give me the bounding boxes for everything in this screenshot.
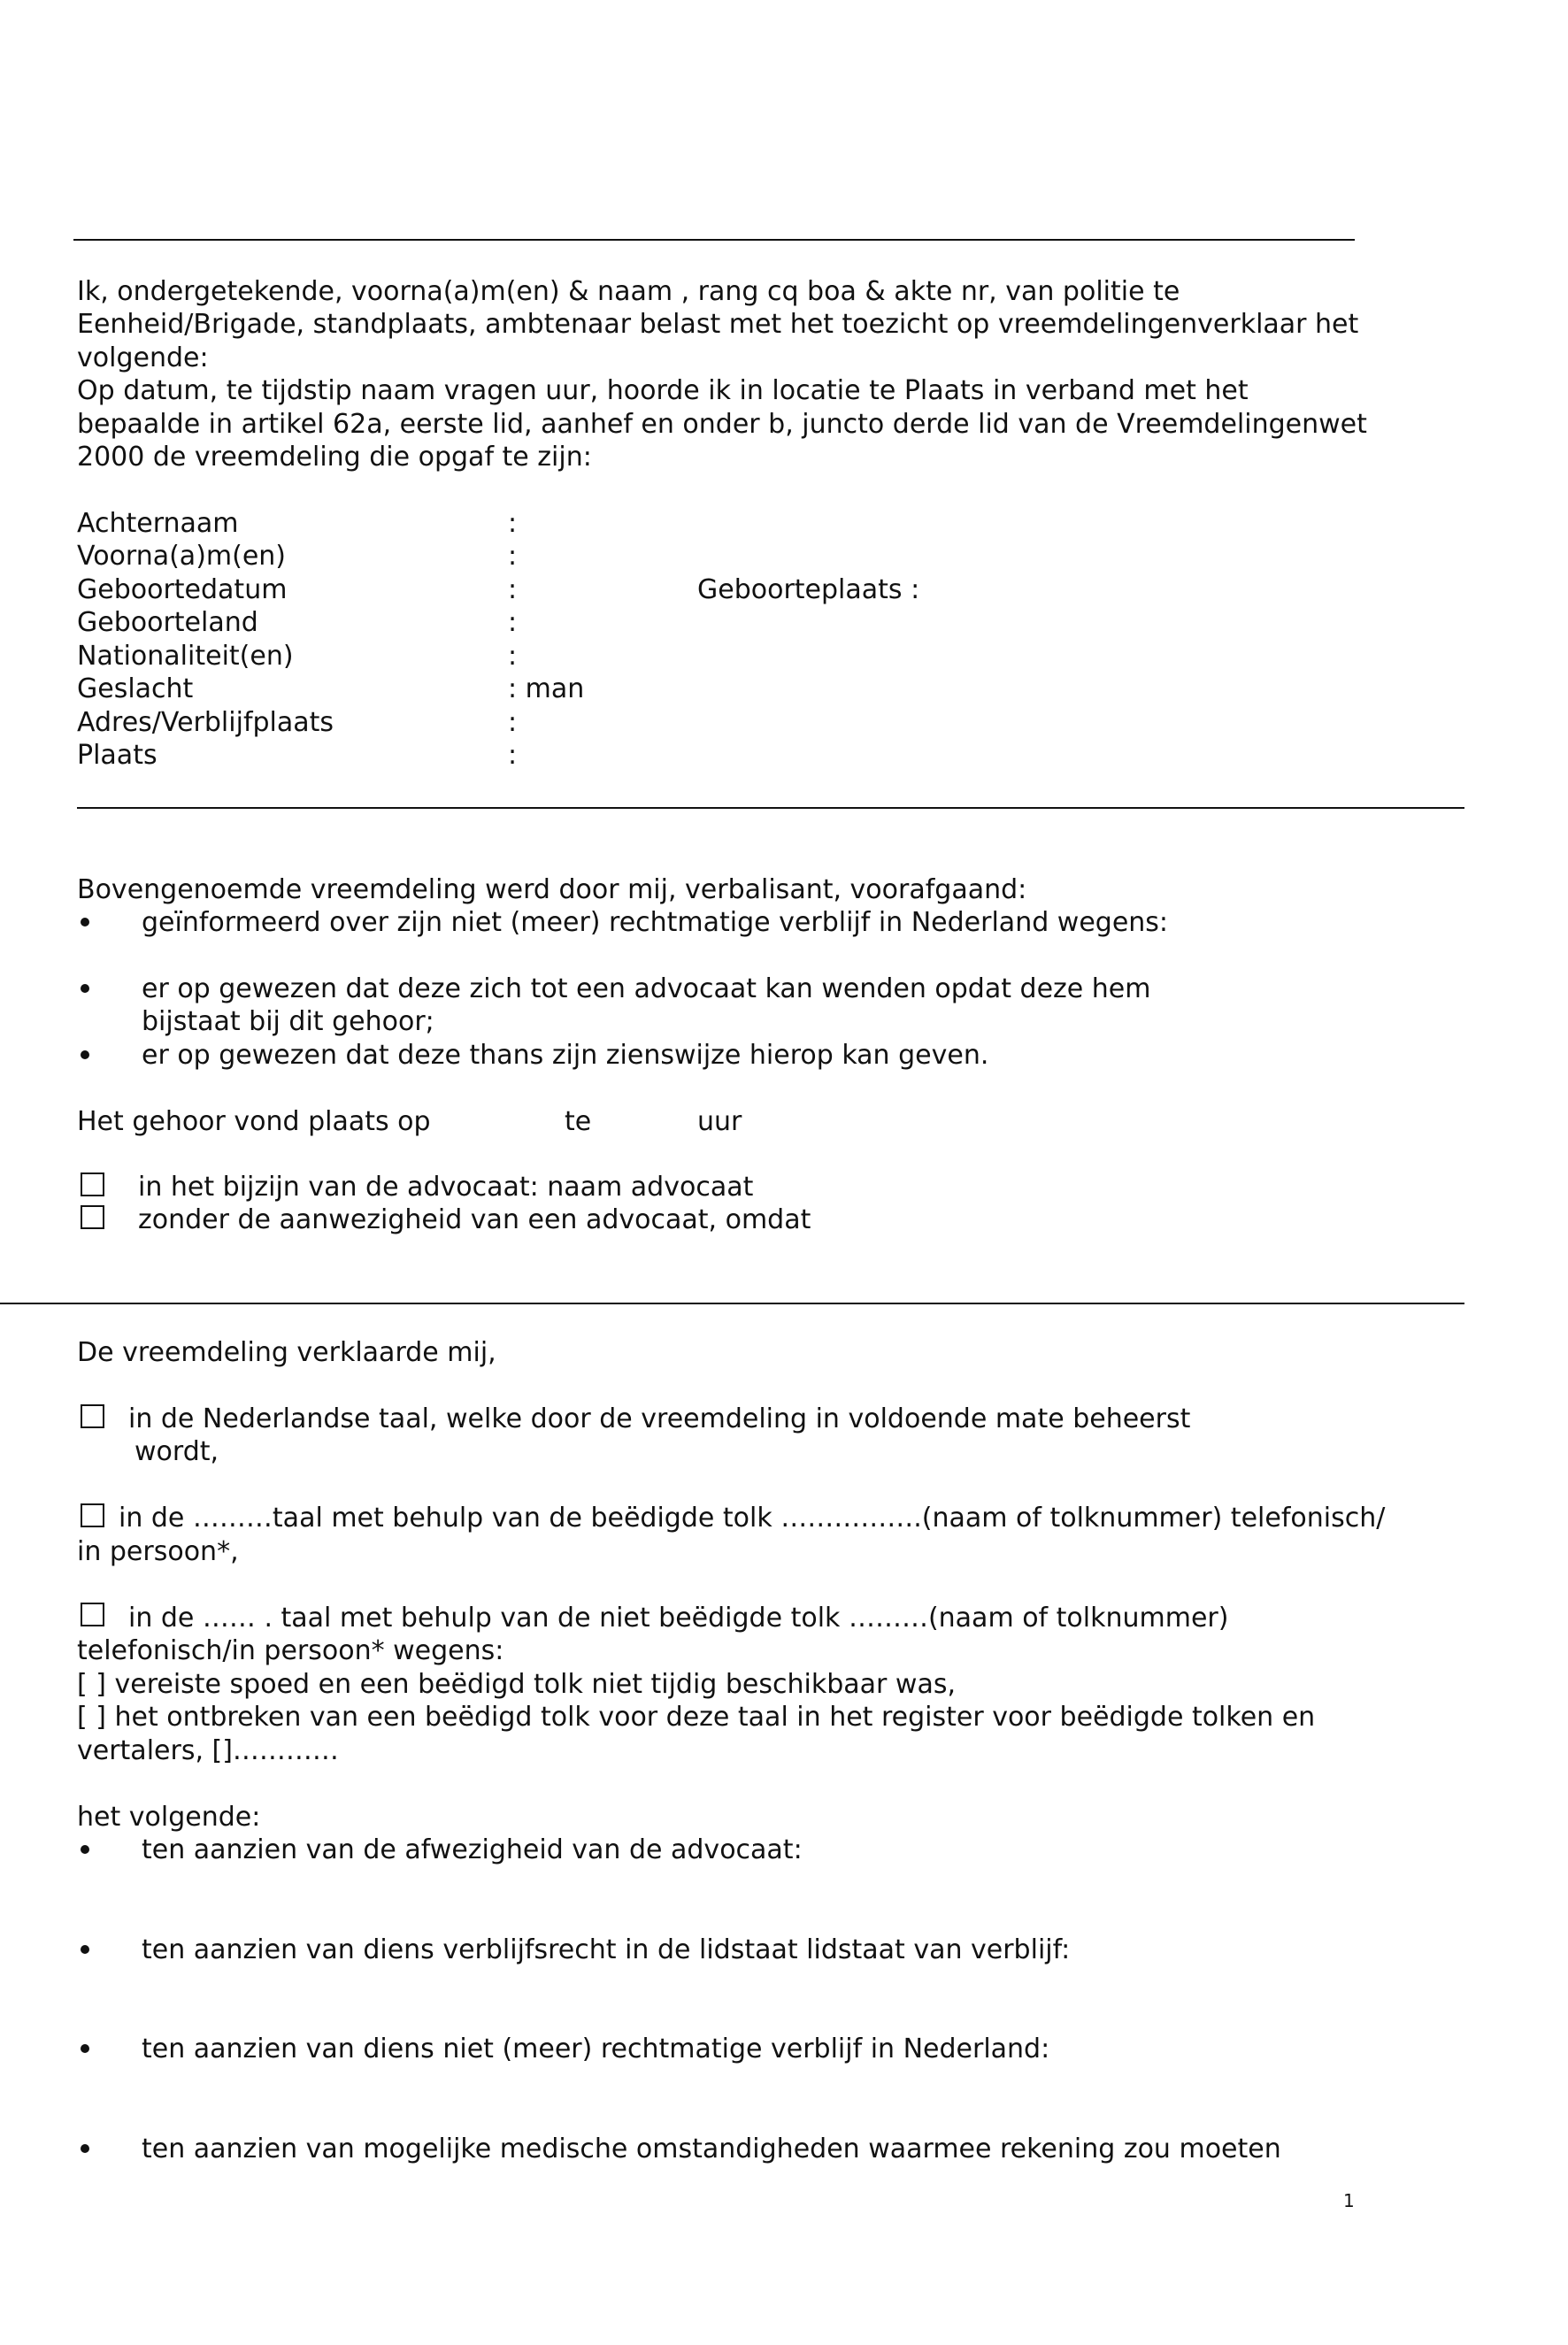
hearing-label: Het gehoor vond plaats op xyxy=(77,1106,431,1137)
field-label-plaats: Plaats xyxy=(77,740,158,771)
reason-line: [ ] het ontbreken van een beëdigd tolk voor deze taal in het register voor beëdigde tolken en xyxy=(77,1702,1316,1733)
field-value-achternaam: : xyxy=(508,508,518,539)
checkbox-label-continued: telefonisch/in persoon* wegens: xyxy=(77,1635,504,1666)
checkbox-label-continued: wordt, xyxy=(135,1436,219,1467)
field-value-geboortedatum: : xyxy=(508,574,518,605)
bullet-icon xyxy=(81,984,89,993)
bullet-icon xyxy=(81,1945,89,1954)
list-item: ten aanzien van mogelijke medische omstandigheden waarmee rekening zou moeten xyxy=(142,2134,1281,2164)
page-number: 1 xyxy=(1343,2190,1355,2211)
following-label: het volgende: xyxy=(77,1802,261,1833)
field-label-geboortedatum: Geboortedatum xyxy=(77,574,288,605)
intro-line: volgende: xyxy=(77,342,209,373)
intro-line: bepaalde in artikel 62a, eerste lid, aanhef en onder b, juncto derde lid van de Vreemdelingenwet xyxy=(77,409,1367,440)
checkbox-label: zonder de aanwezigheid van een advocaat, omdat xyxy=(138,1204,811,1235)
field-value-nationaliteit: : xyxy=(508,641,518,672)
field-value-geboorteland: : xyxy=(508,607,518,638)
field-value-adres: : xyxy=(508,707,518,738)
bullet-icon xyxy=(81,918,89,926)
checkbox-label: in de ………taal met behulp van de beëdigde tolk …………….(naam of tolknummer) telefonisch/ xyxy=(119,1503,1386,1534)
field-label-achternaam: Achternaam xyxy=(77,508,239,539)
field-label-geboorteland: Geboorteland xyxy=(77,607,258,638)
checkbox-sworn-interpreter[interactable] xyxy=(81,1503,104,1527)
checkbox-label-continued: in persoon*, xyxy=(77,1536,239,1567)
reason-line: [ ] vereiste spoed en een beëdigd tolk niet tijdig beschikbaar was, xyxy=(77,1669,957,1700)
list-item: geïnformeerd over zijn niet (meer) rechtmatige verblijf in Nederland wegens: xyxy=(142,907,1169,938)
bullet-icon xyxy=(81,2144,89,2153)
list-item-continued: bijstaat bij dit gehoor; xyxy=(142,1006,434,1037)
intro-line: Ik, ondergetekende, voorna(a)m(en) & naam , rang cq boa & akte nr, van politie te xyxy=(77,276,1180,307)
field-value-plaats: : xyxy=(508,740,518,771)
bullet-icon xyxy=(81,1845,89,1854)
checkbox-unsworn-interpreter[interactable] xyxy=(81,1603,104,1626)
intro-line: 2000 de vreemdeling die opgaf te zijn: xyxy=(77,442,592,473)
field-value-voornamen: : xyxy=(508,541,518,572)
reason-line-continued: vertalers, []………… xyxy=(77,1735,339,1766)
intro-line: Eenheid/Brigade, standplaats, ambtenaar belast met het toezicht op vreemdelingenverklaar het xyxy=(77,309,1359,340)
list-item: er op gewezen dat deze zich tot een advocaat kan wenden opdat deze hem xyxy=(142,973,1151,1004)
bullet-icon xyxy=(81,1050,89,1059)
checkbox-label: in de Nederlandse taal, welke door de vreemdeling in voldoende mate beheerst xyxy=(128,1403,1191,1434)
intro-line: Op datum, te tijdstip naam vragen uur, hoorde ik in locatie te Plaats in verband met het xyxy=(77,375,1249,406)
field-label-nationaliteit: Nationaliteit(en) xyxy=(77,641,294,672)
field-label-geboorteplaats: Geboorteplaats : xyxy=(697,574,920,605)
section-rule xyxy=(0,1303,1464,1304)
list-item: ten aanzien van de afwezigheid van de advocaat: xyxy=(142,1834,803,1865)
hearing-uur: uur xyxy=(697,1106,742,1137)
section3-intro: De vreemdeling verklaarde mij, xyxy=(77,1337,496,1368)
section2-intro: Bovengenoemde vreemdeling werd door mij, verbalisant, voorafgaand: xyxy=(77,874,1027,905)
list-item: ten aanzien van diens verblijfsrecht in de lidstaat lidstaat van verblijf: xyxy=(142,1934,1071,1965)
top-rule xyxy=(73,239,1355,241)
list-item: ten aanzien van diens niet (meer) rechtmatige verblijf in Nederland: xyxy=(142,2034,1050,2064)
checkbox-without-lawyer[interactable] xyxy=(81,1205,104,1229)
hearing-te: te xyxy=(565,1106,592,1137)
field-label-geslacht: Geslacht xyxy=(77,673,194,704)
list-item: er op gewezen dat deze thans zijn zienswijze hierop kan geven. xyxy=(142,1040,989,1071)
section-rule xyxy=(77,807,1464,809)
field-label-voornamen: Voorna(a)m(en) xyxy=(77,541,287,572)
checkbox-dutch-language[interactable] xyxy=(81,1404,104,1428)
field-value-geslacht: : man xyxy=(508,673,585,704)
checkbox-label: in het bijzijn van de advocaat: naam advocaat xyxy=(138,1172,754,1203)
checkbox-with-lawyer[interactable] xyxy=(81,1172,104,1196)
checkbox-label: in de …… . taal met behulp van de niet beëdigde tolk ………(naam of tolknummer) xyxy=(128,1603,1229,1634)
field-label-adres: Adres/Verblijfplaats xyxy=(77,707,334,738)
bullet-icon xyxy=(81,2044,89,2053)
